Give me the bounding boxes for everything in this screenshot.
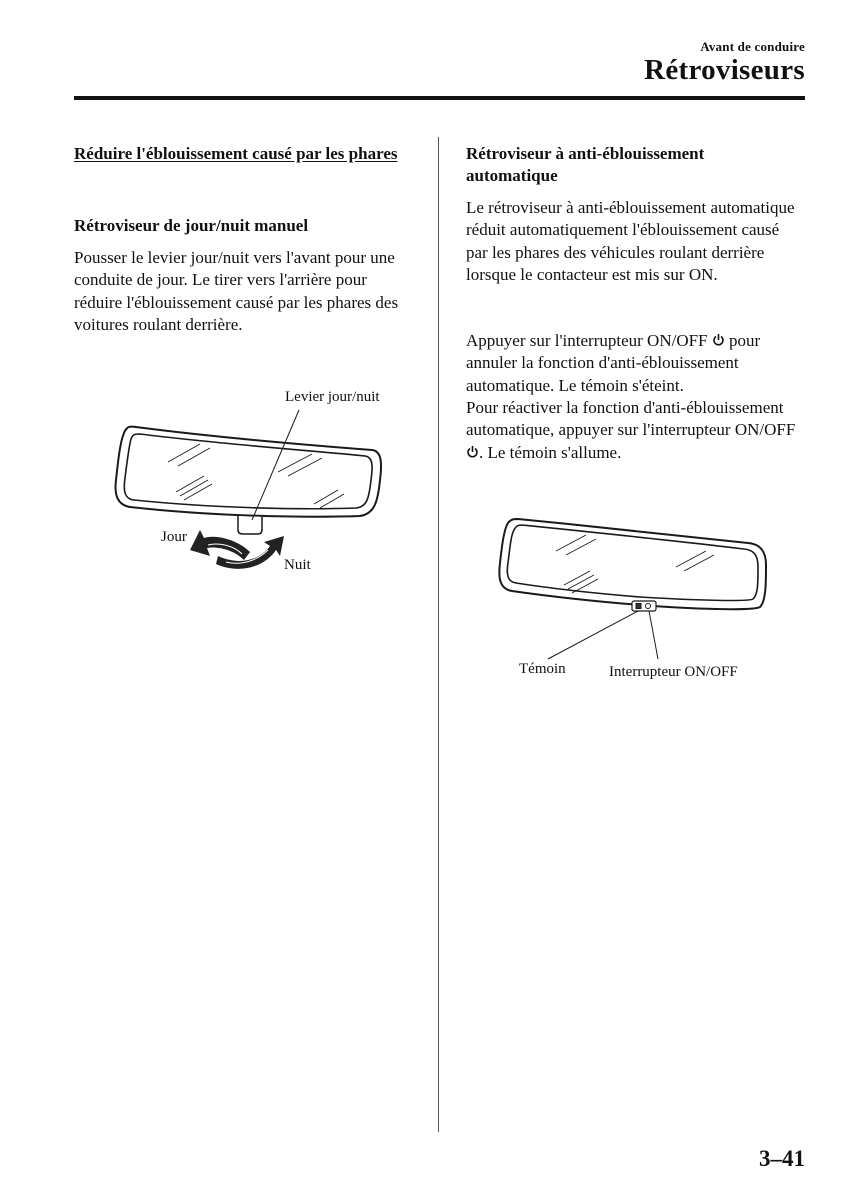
lever-label: Levier jour/nuit xyxy=(285,389,380,405)
day-label: Jour xyxy=(161,529,187,545)
night-label: Nuit xyxy=(284,557,311,573)
mirror-glass xyxy=(124,434,372,509)
page-title: Rétroviseurs xyxy=(644,54,805,86)
right-paragraph-2-end: pour annuler la fonction d'anti-éblouissement automatique. Le témoin s'éteint. xyxy=(466,331,761,395)
title-rule xyxy=(74,96,805,100)
column-divider xyxy=(438,137,439,1132)
power-icon xyxy=(712,333,725,347)
right-paragraph-3-end: . Le témoin s'allume. xyxy=(479,442,622,462)
indicator-label: Témoin xyxy=(519,661,566,677)
glare-lines xyxy=(168,444,344,508)
right-paragraph-2-start: Appuyer sur l'interrupteur ON/OFF xyxy=(466,331,712,350)
right-paragraph-3 xyxy=(466,397,802,464)
auto-mirror-figure xyxy=(490,505,780,675)
left-paragraph: Pousser le levier jour/nuit vers l'avant pour une conduite de jour. Le tirer vers l'arrière pour réduire l'éblouissement causé par les phares des voitures roulant derrière. xyxy=(74,248,399,335)
indicator-lamp xyxy=(636,604,641,609)
manual-mirror-figure xyxy=(100,380,400,590)
page-number: 3–41 xyxy=(759,1146,805,1171)
glare-lines xyxy=(556,535,714,593)
indicator-leader-line xyxy=(548,611,638,659)
right-paragraph-2 xyxy=(466,330,802,397)
right-paragraph-3-start: Pour réactiver la fonction d'anti-éblouissement automatique, appuyer sur l'interrupteur ON/OFF xyxy=(466,398,796,440)
switch-label: Interrupteur ON/OFF xyxy=(609,664,738,680)
switch-leader-line xyxy=(649,611,658,659)
day-night-lever xyxy=(238,516,262,534)
power-icon xyxy=(466,445,479,459)
section-label: Avant de conduire xyxy=(700,39,805,54)
left-heading: Réduire l'éblouissement causé par les phares xyxy=(74,144,398,163)
left-subheading: Rétroviseur de jour/nuit manuel xyxy=(74,216,309,235)
right-heading: Rétroviseur à anti-éblouissement automatique xyxy=(466,144,705,185)
right-paragraph-1: Le rétroviseur à anti-éblouissement automatique réduit automatiquement l'éblouissement causé par les phares des véhicules roulant derrière lorsque le contacteur est mis sur ON. xyxy=(466,198,795,285)
mirror-outer-frame xyxy=(116,427,382,517)
mirror-glass xyxy=(507,525,758,600)
